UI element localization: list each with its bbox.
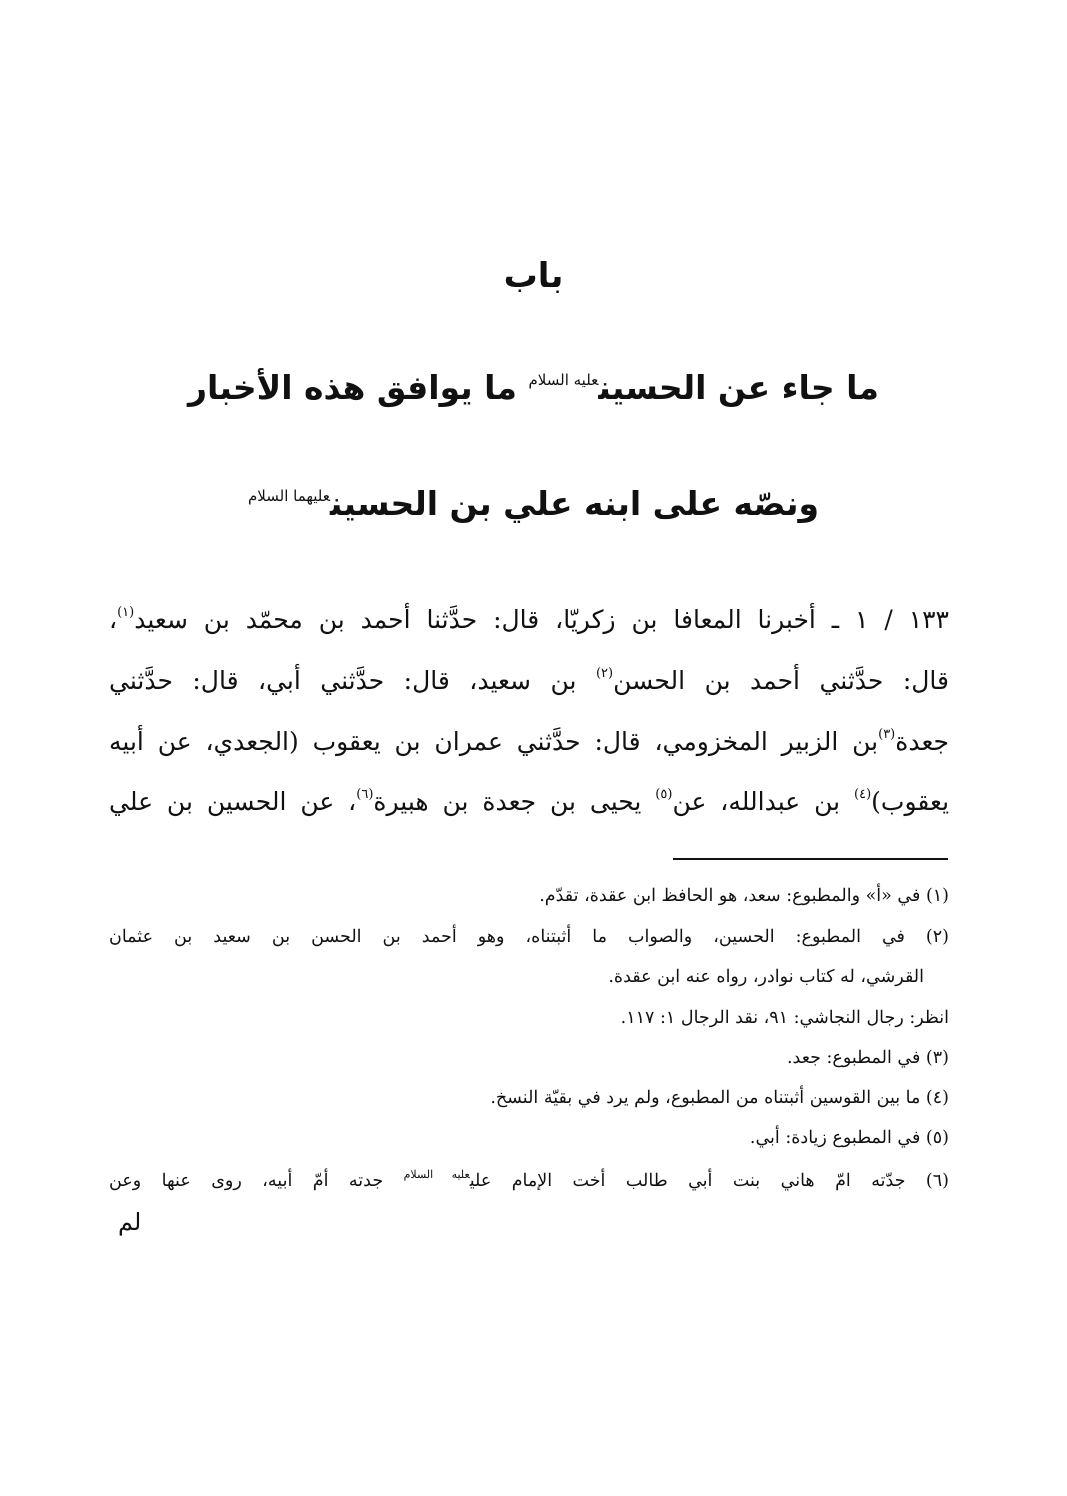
footnote-5: (٥) في المطبوع زيادة: أبي. [749, 1128, 949, 1148]
footnote-ref-5: (٥) [655, 787, 673, 802]
body-line-1: ١٣٣ / ١ ـ أخبرنا المعافا بن زكريّا، قال: حدَّثنا أحمد بن محمّد بن سعيد$^{(١)}$، [109, 605, 949, 634]
footnote-ref-1: (١) [117, 605, 135, 620]
footnote-4: (٤) ما بين القوسين أثبتناه من المطبوع، ولم يرد في بقيّة النسخ. [490, 1088, 949, 1108]
footnote-separator [673, 858, 948, 860]
footnote-2-reference: انظر: رجال النجاشي: ٩١، نقد الرجال ١: ١١٧. [620, 1008, 949, 1028]
footnote-ref-6: (٦) [356, 787, 374, 802]
chapter-heading-2 [0, 484, 1067, 523]
footnote-ref-4: (٤) [854, 787, 872, 802]
footnote-3: (٣) في المطبوع: جعد. [786, 1048, 949, 1068]
body-line-2: قال: حدَّثني أحمد بن الحسن$^{(٢)}$ بن سعيد، قال: حدَّثني أبي، قال: حدَّثني [109, 666, 949, 695]
heading-1-text: ما جاء عن الحسين [598, 368, 879, 407]
footnote-2: (٢) في المطبوع: الحسين، والصواب ما أثبتناه، وهو أحمد بن الحسن بن سعيد بن عثمان [109, 927, 949, 947]
heading-1-tail: ما يوافق هذه الأخبار [188, 368, 517, 407]
footnote-6: (٦) جدّته امّ هاني بنت أبي طالب أخت الإمام علي$^{عليه السلام}$ جدته أمّ أبيه، روى عنها وعن [109, 1168, 949, 1191]
chapter-heading-1 [0, 368, 1067, 407]
footnote-1: (١) في «أ» والمطبوع: سعد، هو الحافظ ابن عقدة، تقدّم. [539, 886, 949, 906]
honorific-glyph: عليهما السلام [248, 487, 331, 505]
body-line-4: يعقوب)$^{(٤)}$ بن عبدالله، عن$^{(٥)}$ يحيى بن جعدة بن هبيرة$^{(٦)}$، عن الحسين بن علي [109, 787, 950, 816]
footnote-ref-2: (٢) [595, 666, 614, 681]
body-line-3: جعدة$^{(٣)}$بن الزبير المخزومي، قال: حدَّثني عمران بن يعقوب (الجعدي، عن أبيه [109, 727, 949, 756]
honorific-glyph: عليه السلام [403, 1168, 470, 1181]
chapter-title: باب [503, 256, 564, 296]
heading-2-text: ونصّه على ابنه علي بن الحسين [330, 484, 819, 523]
footnote-ref-3: (٣) [878, 727, 896, 742]
footnote-2-continued: القرشي، له كتاب نوادر، رواه عنه ابن عقدة. [608, 967, 924, 987]
catchword: ﻟﻢ [118, 1208, 142, 1236]
honorific-glyph: عليه السلام [528, 371, 599, 389]
